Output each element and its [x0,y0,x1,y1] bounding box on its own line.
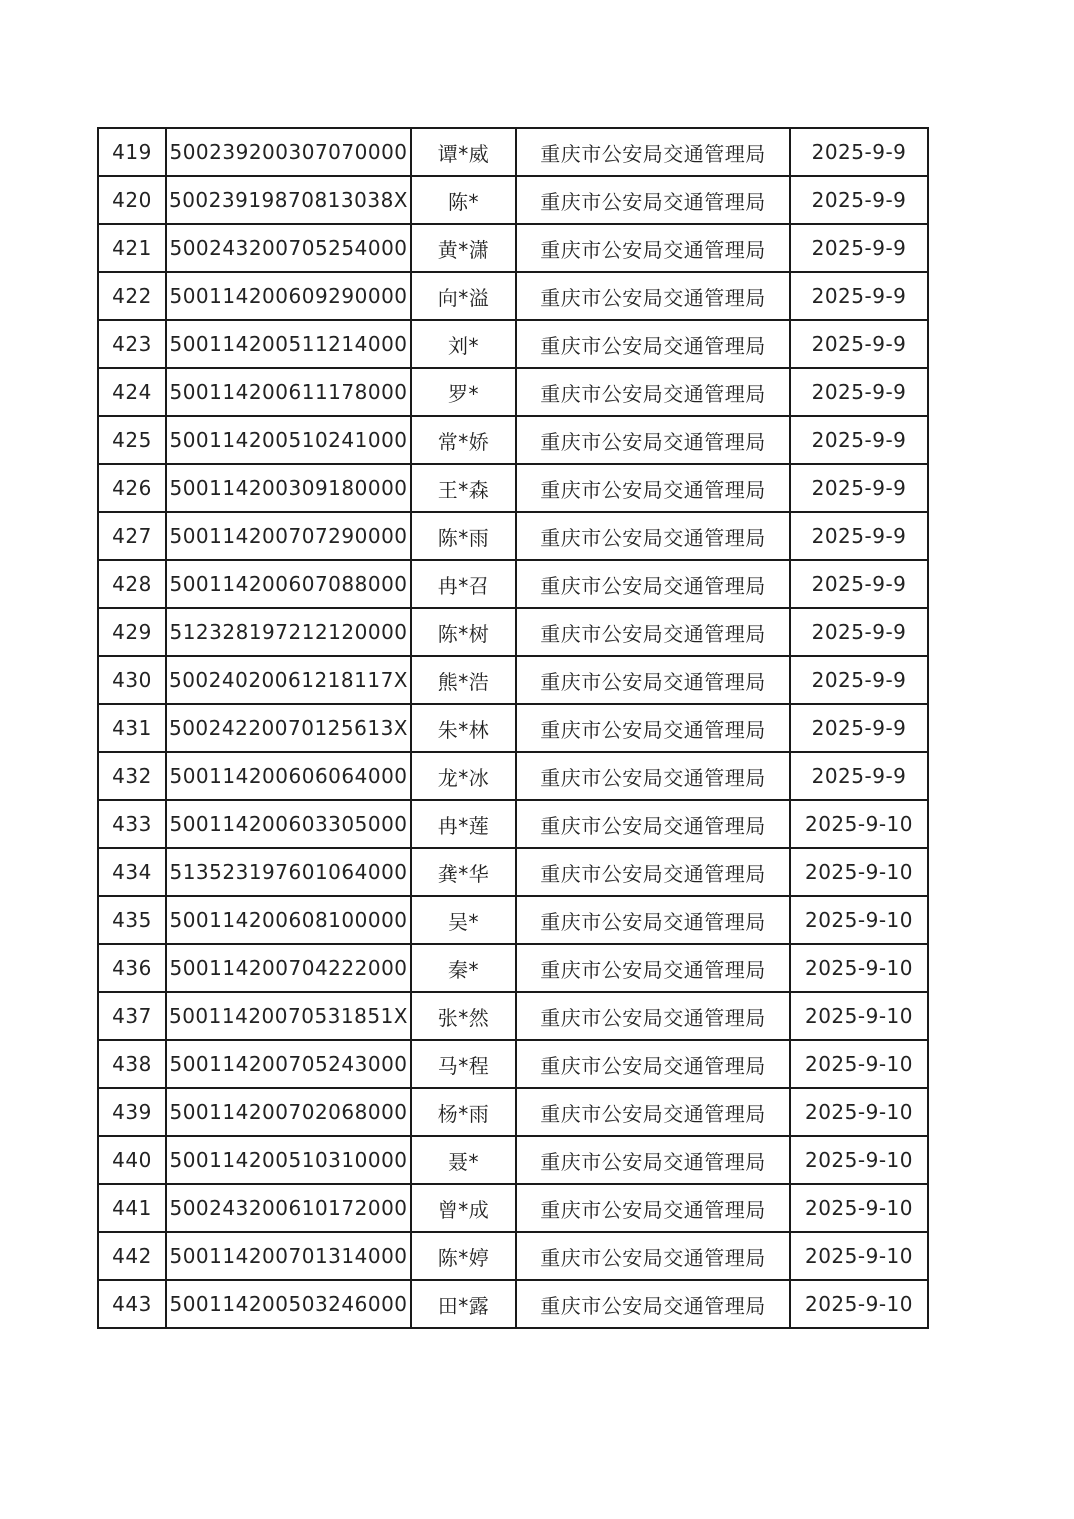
row-date-cell: 2025-9-10 [790,992,928,1040]
table-row [98,800,928,848]
table-row [98,1040,928,1088]
row-name-cell: 熊*浩 [411,656,516,704]
row-id-number-cell: 50024220070125613X [166,704,411,752]
row-date-cell: 2025-9-10 [790,800,928,848]
row-id-number-cell: 500114200511214000 [166,320,411,368]
row-id-number-cell: 50011420070531851X [166,992,411,1040]
table-row [98,224,928,272]
row-date-cell: 2025-9-9 [790,752,928,800]
row-id-number-cell: 500114200603305000 [166,800,411,848]
table-row [98,1280,928,1328]
row-organization-cell: 重庆市公安局交通管理局 [516,992,790,1040]
row-seq-cell: 435 [98,896,166,944]
row-seq-cell: 430 [98,656,166,704]
row-name-cell: 聂* [411,1136,516,1184]
row-id-number-cell: 500114200606064000 [166,752,411,800]
row-name-cell: 田*露 [411,1280,516,1328]
row-date-cell: 2025-9-10 [790,848,928,896]
row-name-cell: 黄*潇 [411,224,516,272]
row-date-cell: 2025-9-9 [790,176,928,224]
row-date-cell: 2025-9-9 [790,224,928,272]
row-seq-cell: 433 [98,800,166,848]
row-id-number-cell: 500114200607088000 [166,560,411,608]
row-date-cell: 2025-9-9 [790,320,928,368]
table-row [98,992,928,1040]
row-seq-cell: 443 [98,1280,166,1328]
row-organization-cell: 重庆市公安局交通管理局 [516,512,790,560]
row-organization-cell: 重庆市公安局交通管理局 [516,656,790,704]
row-date-cell: 2025-9-9 [790,464,928,512]
row-name-cell: 龙*冰 [411,752,516,800]
row-id-number-cell: 500114200701314000 [166,1232,411,1280]
row-organization-cell: 重庆市公安局交通管理局 [516,1280,790,1328]
row-organization-cell: 重庆市公安局交通管理局 [516,1184,790,1232]
row-organization-cell: 重庆市公安局交通管理局 [516,464,790,512]
row-date-cell: 2025-9-9 [790,512,928,560]
row-date-cell: 2025-9-10 [790,944,928,992]
row-name-cell: 陈* [411,176,516,224]
table-row [98,752,928,800]
row-organization-cell: 重庆市公安局交通管理局 [516,944,790,992]
table-row [98,1184,928,1232]
row-id-number-cell: 50024020061218117X [166,656,411,704]
row-name-cell: 龚*华 [411,848,516,896]
table-row [98,944,928,992]
row-organization-cell: 重庆市公安局交通管理局 [516,896,790,944]
table-row [98,848,928,896]
row-seq-cell: 431 [98,704,166,752]
records-table-body [98,128,928,1328]
table-row [98,368,928,416]
row-organization-cell: 重庆市公安局交通管理局 [516,1232,790,1280]
row-date-cell: 2025-9-9 [790,656,928,704]
row-seq-cell: 439 [98,1088,166,1136]
row-seq-cell: 440 [98,1136,166,1184]
row-seq-cell: 423 [98,320,166,368]
table-row [98,320,928,368]
row-organization-cell: 重庆市公安局交通管理局 [516,704,790,752]
row-seq-cell: 442 [98,1232,166,1280]
row-date-cell: 2025-9-9 [790,416,928,464]
row-name-cell: 陈*雨 [411,512,516,560]
row-id-number-cell: 512328197212120000 [166,608,411,656]
row-seq-cell: 420 [98,176,166,224]
row-organization-cell: 重庆市公安局交通管理局 [516,128,790,176]
row-date-cell: 2025-9-10 [790,1280,928,1328]
row-seq-cell: 424 [98,368,166,416]
row-date-cell: 2025-9-10 [790,1088,928,1136]
row-organization-cell: 重庆市公安局交通管理局 [516,752,790,800]
row-date-cell: 2025-9-9 [790,368,928,416]
row-id-number-cell: 500114200309180000 [166,464,411,512]
row-name-cell: 朱*林 [411,704,516,752]
row-seq-cell: 427 [98,512,166,560]
row-organization-cell: 重庆市公安局交通管理局 [516,368,790,416]
row-date-cell: 2025-9-9 [790,560,928,608]
row-id-number-cell: 500114200611178000 [166,368,411,416]
row-seq-cell: 441 [98,1184,166,1232]
row-name-cell: 罗* [411,368,516,416]
row-seq-cell: 437 [98,992,166,1040]
row-seq-cell: 425 [98,416,166,464]
table-row [98,608,928,656]
row-name-cell: 向*溢 [411,272,516,320]
row-name-cell: 谭*威 [411,128,516,176]
row-name-cell: 吴* [411,896,516,944]
row-date-cell: 2025-9-9 [790,272,928,320]
row-id-number-cell: 50023919870813038X [166,176,411,224]
row-id-number-cell: 513523197601064000 [166,848,411,896]
row-seq-cell: 436 [98,944,166,992]
row-name-cell: 陈*树 [411,608,516,656]
row-id-number-cell: 500243200705254000 [166,224,411,272]
row-name-cell: 刘* [411,320,516,368]
row-organization-cell: 重庆市公安局交通管理局 [516,800,790,848]
table-row [98,1088,928,1136]
row-id-number-cell: 500114200503246000 [166,1280,411,1328]
row-seq-cell: 432 [98,752,166,800]
row-name-cell: 张*然 [411,992,516,1040]
row-seq-cell: 422 [98,272,166,320]
table-row [98,656,928,704]
row-date-cell: 2025-9-10 [790,896,928,944]
row-organization-cell: 重庆市公安局交通管理局 [516,272,790,320]
row-id-number-cell: 500114200609290000 [166,272,411,320]
row-seq-cell: 421 [98,224,166,272]
row-seq-cell: 426 [98,464,166,512]
row-name-cell: 曾*成 [411,1184,516,1232]
row-name-cell: 冉*召 [411,560,516,608]
table-row [98,704,928,752]
row-id-number-cell: 500114200510310000 [166,1136,411,1184]
row-id-number-cell: 500114200705243000 [166,1040,411,1088]
row-date-cell: 2025-9-10 [790,1040,928,1088]
row-organization-cell: 重庆市公安局交通管理局 [516,608,790,656]
table-row [98,1232,928,1280]
row-organization-cell: 重庆市公安局交通管理局 [516,416,790,464]
table-row [98,560,928,608]
table-row [98,1136,928,1184]
table-row [98,464,928,512]
row-date-cell: 2025-9-10 [790,1232,928,1280]
row-organization-cell: 重庆市公安局交通管理局 [516,176,790,224]
table-row [98,272,928,320]
row-date-cell: 2025-9-9 [790,128,928,176]
row-name-cell: 马*程 [411,1040,516,1088]
row-organization-cell: 重庆市公安局交通管理局 [516,224,790,272]
row-date-cell: 2025-9-10 [790,1184,928,1232]
row-date-cell: 2025-9-10 [790,1136,928,1184]
row-name-cell: 常*娇 [411,416,516,464]
row-organization-cell: 重庆市公安局交通管理局 [516,1136,790,1184]
table-row [98,416,928,464]
row-name-cell: 秦* [411,944,516,992]
row-name-cell: 冉*莲 [411,800,516,848]
row-seq-cell: 419 [98,128,166,176]
table-row [98,512,928,560]
row-seq-cell: 428 [98,560,166,608]
row-id-number-cell: 500114200707290000 [166,512,411,560]
row-name-cell: 杨*雨 [411,1088,516,1136]
table-row [98,896,928,944]
row-id-number-cell: 500114200704222000 [166,944,411,992]
records-table [97,127,929,1329]
row-organization-cell: 重庆市公安局交通管理局 [516,560,790,608]
row-id-number-cell: 500114200510241000 [166,416,411,464]
table-row [98,128,928,176]
row-organization-cell: 重庆市公安局交通管理局 [516,848,790,896]
row-id-number-cell: 500114200702068000 [166,1088,411,1136]
row-id-number-cell: 500243200610172000 [166,1184,411,1232]
row-seq-cell: 438 [98,1040,166,1088]
row-name-cell: 王*森 [411,464,516,512]
row-id-number-cell: 500114200608100000 [166,896,411,944]
row-date-cell: 2025-9-9 [790,608,928,656]
row-id-number-cell: 500239200307070000 [166,128,411,176]
table-row [98,176,928,224]
row-name-cell: 陈*婷 [411,1232,516,1280]
row-seq-cell: 429 [98,608,166,656]
row-organization-cell: 重庆市公安局交通管理局 [516,1040,790,1088]
row-organization-cell: 重庆市公安局交通管理局 [516,1088,790,1136]
row-organization-cell: 重庆市公安局交通管理局 [516,320,790,368]
row-date-cell: 2025-9-9 [790,704,928,752]
row-seq-cell: 434 [98,848,166,896]
